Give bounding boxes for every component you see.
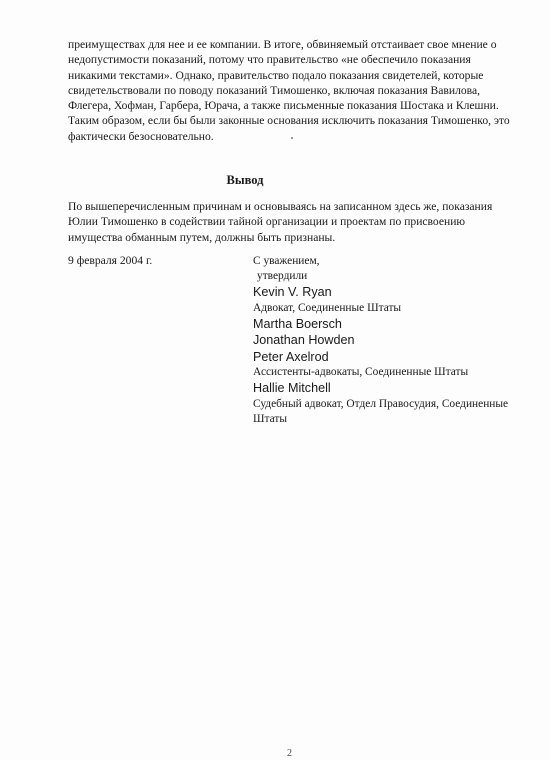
signatory-title-continued: Штаты xyxy=(253,412,287,425)
signature-greeting: С уважением, xyxy=(253,255,320,267)
signature-block xyxy=(253,254,533,427)
conclusion-line: Юлии Тимошенко в содействии тайной организации и проектам по присвоению xyxy=(68,215,466,229)
signatory-title: Адвокат, Соединенные Штаты xyxy=(253,301,402,314)
intro-line: преимуществах для нее и ее компании. В итоге, обвиняемый отстаивает свое мнение о xyxy=(68,38,497,51)
conclusion-paragraph xyxy=(68,199,523,245)
intro-line: Таким образом, если бы были законные основания исключить показания Тимошенко, это xyxy=(68,114,510,128)
signature-approved: утвердили xyxy=(257,270,308,282)
intro-line: недопустимости показаний, потому что правительство «не обеспечило показания xyxy=(68,53,471,67)
signatory-title: Ассистенты-адвокаты, Соединенные Штаты xyxy=(253,366,469,378)
signatory-name: Peter Axelrod xyxy=(253,349,329,364)
intro-line: Флегера, Хофман, Гарбера, Юрача, а также письменные показания Шостака и Клешни. xyxy=(68,99,499,113)
section-heading: Вывод xyxy=(226,173,264,187)
intro-line: свидетельствовали по поводу показаний Тимошенко, включая показания Вавилова, xyxy=(68,83,481,97)
document-date: 9 февраля 2004 г. xyxy=(68,254,153,267)
signatory-name: Kevin V. Ryan xyxy=(253,285,332,299)
signatory-title: Судебный адвокат, Отдел Правосудия, Соединенные xyxy=(253,397,509,410)
conclusion-line: По вышеперечисленным причинам и основываясь на записанном здесь же, показания xyxy=(68,200,493,213)
conclusion-line: имущества обманным путем, должны быть признаны. xyxy=(68,230,336,244)
signatory-name: Martha Boersch xyxy=(253,316,342,331)
signatory-name: Hallie Mitchell xyxy=(253,381,331,395)
signatory-name: Jonathan Howden xyxy=(253,333,355,347)
intro-line: никакими текстами». Однако, правительство подало показания свидетелей, которые xyxy=(68,68,484,82)
page-number: 2 xyxy=(287,748,292,759)
intro-paragraph xyxy=(68,37,523,144)
scan-speck xyxy=(291,137,293,139)
intro-line: фактически безосновательно. xyxy=(68,129,214,143)
